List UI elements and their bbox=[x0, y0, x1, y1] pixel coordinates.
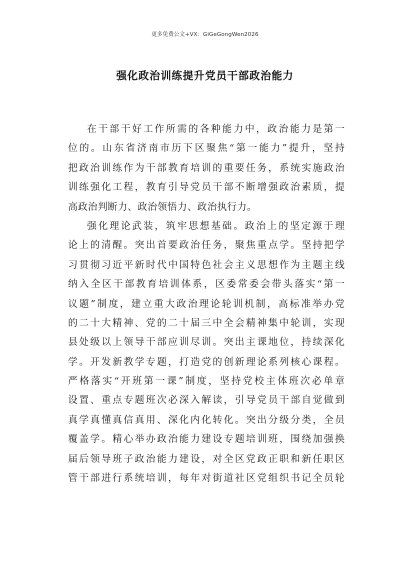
paragraph-2-line-11: 真学真懂真信真用、深化内化转化。突出分级分类，全员 bbox=[68, 414, 345, 426]
paragraph-2-line-5: 议题”制度，建立重大政治理论轮训机制，高标准举办党 bbox=[68, 298, 345, 310]
paragraph-2-line-2: 论上的清醒。突出首要政治任务，聚焦重点学。坚持把学 bbox=[68, 240, 345, 252]
paragraph-2-line-7: 县处级以上领导干部应训尽训。突出主课地位，持续深化 bbox=[68, 337, 345, 349]
paragraph-2-line-13: 届后领导班子政治能力建设，对全区党政正职和新任职区 bbox=[68, 453, 345, 465]
paragraph-2-line-10: 设置、重点专题班次必深入解读，引导党员干部自觉做到 bbox=[68, 395, 345, 407]
paragraph-2-line-6: 的二十大精神、党的二十届三中全会精神集中轮训，实现 bbox=[68, 317, 345, 329]
paragraph-2-line-4: 纳入全区干部教育培训体系，区委常委会带头落实“第一 bbox=[68, 279, 345, 291]
paragraph-1-line-3: 把政治训练作为干部教育培训的重要任务，系统实施政治 bbox=[68, 162, 345, 174]
header-note: 更多免费公文+VX：GiGeGongWen2026 bbox=[151, 32, 259, 38]
paragraph-2-line-12: 覆盖学。精心举办政治能力建设专题培训班，围绕加强换 bbox=[68, 434, 345, 446]
paragraph-2-line-9: 严格落实“开班第一课”制度，坚持党校主体班次必单章 bbox=[68, 376, 345, 388]
document-body bbox=[68, 120, 345, 488]
paragraph-2-line-1: 强化理论武装，筑牢思想基础。政治上的坚定源于理 bbox=[87, 220, 345, 232]
paragraph-2-line-14: 管干部进行系统培训，每年对街道社区党组织书记全员轮 bbox=[68, 473, 345, 485]
paragraph-1-line-4: 训练强化工程，教育引导党员干部不断增强政治素质，提 bbox=[68, 182, 345, 194]
paragraph-1-line-1: 在干部干好工作所需的各种能力中，政治能力是第一 bbox=[87, 124, 345, 135]
document-title: 强化政治训练提升党员干部政治能力 bbox=[116, 70, 294, 82]
paragraph-2-line-8: 学。开发新教学专题，打造党的创新理论系列核心课程。 bbox=[68, 356, 345, 368]
paragraph-2-line-3: 习贯彻习近平新时代中国特色社会主义思想作为主题主线 bbox=[68, 259, 345, 271]
paragraph-1-line-5: 高政治判断力、政治领悟力、政治执行力。 bbox=[68, 201, 257, 213]
paragraph-1-line-2: 位的。山东省济南市历下区聚焦“第一能力”提升，坚持 bbox=[68, 143, 345, 155]
